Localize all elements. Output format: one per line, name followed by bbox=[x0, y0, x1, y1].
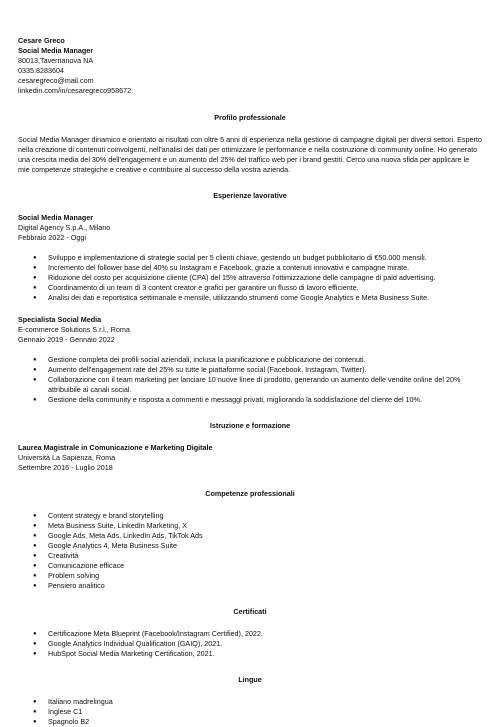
candidate-name: Cesare Greco bbox=[18, 36, 65, 45]
section-title-skills: Competenze professionali bbox=[205, 489, 295, 498]
education-dates: Settembre 2016 - Luglio 2018 bbox=[18, 463, 113, 472]
skills-list bbox=[18, 511, 482, 591]
job-company: Digital Agency S.p.A., Milano bbox=[18, 223, 111, 232]
school-name: Università La Sapienza, Roma bbox=[18, 453, 116, 462]
list-item: ● Creatività bbox=[48, 551, 482, 561]
contact-header bbox=[18, 36, 482, 96]
job-bullets bbox=[18, 253, 482, 303]
section-title-certificates: Certificati bbox=[233, 607, 267, 616]
list-item: ● Google Analytics Individual Qualification (GAIQ), 2021. bbox=[48, 639, 482, 649]
section-title-languages: Lingue bbox=[238, 675, 262, 684]
job-dates: Gennaio 2019 - Gennaio 2022 bbox=[18, 335, 115, 344]
profile-summary: Social Media Manager dinamico e orientato ai risultati con oltre 5 anni di esperienza nella gestione di campagne digitali per diversi settori. Esperto nella creazione di contenuti coinvolgenti, nell'analisi dei dati per ottimizzare le performance e nella costruzione di community online. Ho generato una crescita media del 30% dell'engagement e un aumento del 25% del traffico web per i brand gestiti. Cerco una nuova sfida per applicare le mie competenze strategiche e creative e contribuire al successo della vostra azienda. bbox=[18, 135, 482, 174]
job-company: E-commerce Solutions S.r.l., Roma bbox=[18, 325, 130, 334]
list-item: ● Inglese C1 bbox=[48, 707, 482, 717]
list-item: ● Comunicazione efficace bbox=[48, 561, 482, 571]
address: 80013,Tavernanova NA bbox=[18, 56, 94, 65]
job-dates: Febbraio 2022 - Oggi bbox=[18, 233, 86, 242]
list-item: ● HubSpot Social Media Marketing Certification, 2021. bbox=[48, 649, 482, 659]
job-bullets bbox=[18, 355, 482, 405]
linkedin-url: linkedin.com/in/cesaregreco958672 bbox=[18, 86, 132, 95]
list-item: ● Analisi dei dati e reportistica settimanale e mensile, utilizzando strumenti come Google Analytics e Meta Business Suite. bbox=[48, 293, 482, 303]
education-entry bbox=[18, 443, 482, 473]
list-item: ● Collaborazione con il team marketing per lanciare 10 nuove linee di prodotto, generando un aumento delle vendite online del 20% attribuibile ai canali social. bbox=[48, 375, 482, 395]
list-item: ● Pensiero analitico bbox=[48, 581, 482, 591]
email: cesaregreco@mail.com bbox=[18, 76, 94, 85]
list-item: ● Italiano madrelingua bbox=[48, 697, 482, 707]
job-title: Social Media Manager bbox=[18, 213, 94, 222]
list-item: ● Gestione della community e risposta a commenti e messaggi privati, migliorando la soddisfazione del cliente del 10%. bbox=[48, 395, 482, 405]
list-item: ● Gestione completa dei profili social aziendali, inclusa la pianificazione e pubblicazione dei contenuti. bbox=[48, 355, 482, 365]
list-item: ● Google Analytics 4, Meta Business Suite bbox=[48, 541, 482, 551]
list-item: ● Riduzione del costo per acquisizione cliente (CPA) del 15% attraverso l'ottimizzazione delle campagne di paid advertising. bbox=[48, 273, 482, 283]
list-item: ● Certificazione Meta Blueprint (Facebook/Instagram Certified), 2022. bbox=[48, 629, 482, 639]
section-title-profile: Profilo professionale bbox=[214, 113, 286, 122]
list-item: ● Sviluppo e implementazione di strategie social per 5 clienti chiave, gestendo un budget pubblicitario di €50.000 mensili. bbox=[48, 253, 482, 263]
job-entry bbox=[18, 315, 482, 405]
list-item: ● Problem solving bbox=[48, 571, 482, 581]
phone: 0335.8283604 bbox=[18, 66, 64, 75]
section-title-experience: Esperienze lavorative bbox=[213, 191, 287, 200]
list-item: ● Google Ads, Meta Ads, LinkedIn Ads, TikTok Ads bbox=[48, 531, 482, 541]
list-item: ● Content strategy e brand storytelling bbox=[48, 511, 482, 521]
list-item: ● Incremento del follower base del 40% su Instagram e Facebook, grazie a contenuti innovativi e campagne mirate. bbox=[48, 263, 482, 273]
job-title: Specialista Social Media bbox=[18, 315, 102, 324]
list-item: ● Aumento dell'engagement rate del 25% su tutte le piattaforme social (Facebook, Instagram, Twitter). bbox=[48, 365, 482, 375]
degree-title: Laurea Magistrale in Comunicazione e Marketing Digitale bbox=[18, 443, 213, 452]
candidate-role: Social Media Manager bbox=[18, 46, 94, 55]
list-item: ● Meta Business Suite, LinkedIn Marketing, X bbox=[48, 521, 482, 531]
languages-list bbox=[18, 697, 482, 727]
section-title-education: Istruzione e formazione bbox=[209, 421, 291, 430]
list-item: ● Coordinamento di un team di 3 content creator e grafici per garantire un flusso di lavoro efficiente. bbox=[48, 283, 482, 293]
certificates-list bbox=[18, 629, 482, 659]
job-entry bbox=[18, 213, 482, 303]
list-item: ● Spagnolo B2 bbox=[48, 717, 482, 727]
resume-page bbox=[18, 36, 482, 727]
